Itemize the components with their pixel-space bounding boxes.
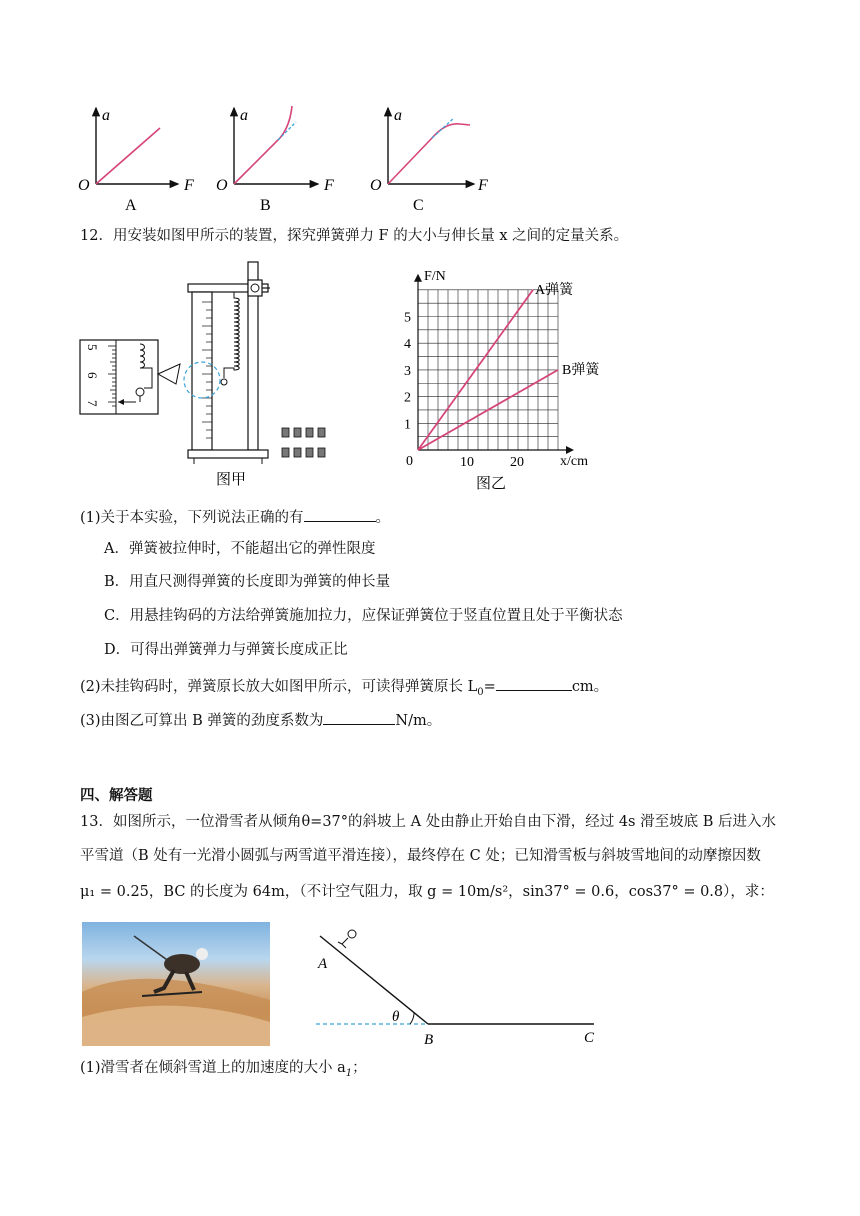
ruler-tick-5: 5 <box>85 344 100 351</box>
theta-arc <box>410 1013 414 1024</box>
chart-grid <box>418 290 558 450</box>
q12-part2-blank[interactable] <box>496 675 572 691</box>
q13-part1-sub: 1 <box>345 1067 353 1079</box>
section4-title: 四、解答题 <box>80 787 153 804</box>
q12-option-d: D．可得出弹簧弹力与弹簧长度成正比 <box>104 642 348 658</box>
fig-yi-caption: 图乙 <box>476 476 507 492</box>
chart-y-tick-label: 3 <box>404 363 411 379</box>
graph-b-label: B <box>260 197 271 214</box>
q12-part2-unit: cm。 <box>571 679 609 695</box>
q12-part1-end: 。 <box>375 510 391 526</box>
chart-x-tick-label: 10 <box>460 455 474 470</box>
hook-weights <box>282 428 325 457</box>
q12-part3-text: (3)由图乙可算出 B 弹簧的劲度系数为 <box>80 713 324 729</box>
q12-part3 <box>80 709 441 731</box>
skier-silhouette <box>82 922 270 1046</box>
graph-c <box>370 107 488 214</box>
q12-part1-text: (1)关于本实验，下列说法正确的有 <box>80 510 304 526</box>
graph-c-label: C <box>413 197 424 214</box>
graph-c-ylabel: a <box>394 107 402 124</box>
graph-a-xlabel: F <box>184 177 194 194</box>
q12-part2-sub: 0 <box>477 686 484 698</box>
skier-photo <box>82 922 270 1046</box>
q13-line2: 平雪道（B 处有一光滑小圆弧与两雪道平滑连接），最终停在 C 处；已知滑雪板与斜坡雪地间的动摩擦因数 <box>80 848 761 864</box>
graph-c-origin: O <box>370 177 382 194</box>
chart-y-tick-label: 4 <box>404 337 411 353</box>
chart-series-label-a: A弹簧 <box>535 282 574 298</box>
q12-part1 <box>80 506 390 528</box>
graph-a-origin: O <box>78 177 90 194</box>
theta-label: θ <box>392 1009 400 1025</box>
chart-y-tick-label: 2 <box>404 390 411 406</box>
point-b-label: B <box>424 1032 434 1048</box>
chart-f-vs-x <box>396 262 600 492</box>
graph-b-ylabel: a <box>240 107 248 124</box>
chart-y-arrow <box>414 274 422 282</box>
q12-part3-blank[interactable] <box>323 709 395 725</box>
point-c-label: C <box>584 1030 595 1046</box>
graph-a-ylabel: a <box>102 107 110 124</box>
point-a-label: A <box>318 956 328 972</box>
zoom-ruler-box <box>80 340 158 414</box>
graph-c-xlabel: F <box>478 177 488 194</box>
q12-part2-eq: = <box>483 679 496 695</box>
chart-x-tick-label: 20 <box>510 455 524 470</box>
q12-option-b: B．用直尺测得弹簧的长度即为弹簧的伸长量 <box>104 574 391 590</box>
q12-option-c: C．用悬挂钩码的方法给弹簧施加拉力，应保证弹簧位于竖直位置且处于平衡状态 <box>104 608 623 624</box>
q13-line1: 13．如图所示，一位滑雪者从倾角θ=37°的斜坡上 A 处由静止开始自由下滑，经过 4s 滑至坡底 B 后进入水 <box>80 814 776 830</box>
chart-ylabel: F/N <box>424 269 446 284</box>
ruler-tick-6: 6 <box>85 372 100 379</box>
skier-icon <box>338 930 356 948</box>
chart-xlabel: x/cm <box>560 454 588 469</box>
graph-a-label: A <box>125 197 137 214</box>
figure-jia <box>78 258 368 490</box>
spring-stand <box>184 262 270 464</box>
chart-series-label-b: B弹簧 <box>562 362 600 378</box>
q12-part2 <box>80 675 608 703</box>
q12-part3-unit: N/m。 <box>395 713 442 729</box>
graphs-abc <box>70 98 510 216</box>
fig-jia-caption: 图甲 <box>216 472 247 488</box>
chart-origin-label: 0 <box>406 454 413 469</box>
chart-y-tick-label: 1 <box>404 417 411 433</box>
q13-part1-end: ； <box>352 1060 367 1076</box>
q13-part1 <box>80 1058 367 1084</box>
q12-part2-text: (2)未挂钩码时，弹簧原长放大如图甲所示，可读得弹簧原长 L <box>80 679 478 695</box>
graph-c-curve <box>388 124 470 184</box>
q13-line3: μ₁ = 0.25，BC 的长度为 64m，（不计空气阻力，取 g = 10m/s²，sin37° = 0.6，cos37° = 0.8），求： <box>80 884 774 900</box>
q12-option-a: A．弹簧被拉伸时，不能超出它的弹性限度 <box>104 541 376 557</box>
chart-y-tick-label: 5 <box>404 310 411 326</box>
q13-part1-text: (1)滑雪者在倾斜雪道上的加速度的大小 a <box>80 1060 346 1076</box>
graph-b-origin: O <box>216 177 228 194</box>
graph-b <box>216 106 334 214</box>
graph-a-line <box>96 128 160 184</box>
q12-stem: 12．用安装如图甲所示的装置，探究弹簧弹力 F 的大小与伸长量 x 之间的定量关系。 <box>80 228 629 244</box>
graph-b-xlabel: F <box>324 177 334 194</box>
chart-ticks <box>404 311 524 471</box>
slope-line <box>320 936 428 1024</box>
ruler-tick-7: 7 <box>85 400 100 407</box>
q12-part1-blank[interactable] <box>304 506 376 522</box>
chart-x-arrow <box>566 446 574 454</box>
graph-a <box>78 107 194 214</box>
incline-diagram <box>306 920 606 1050</box>
chart-series <box>418 282 600 450</box>
